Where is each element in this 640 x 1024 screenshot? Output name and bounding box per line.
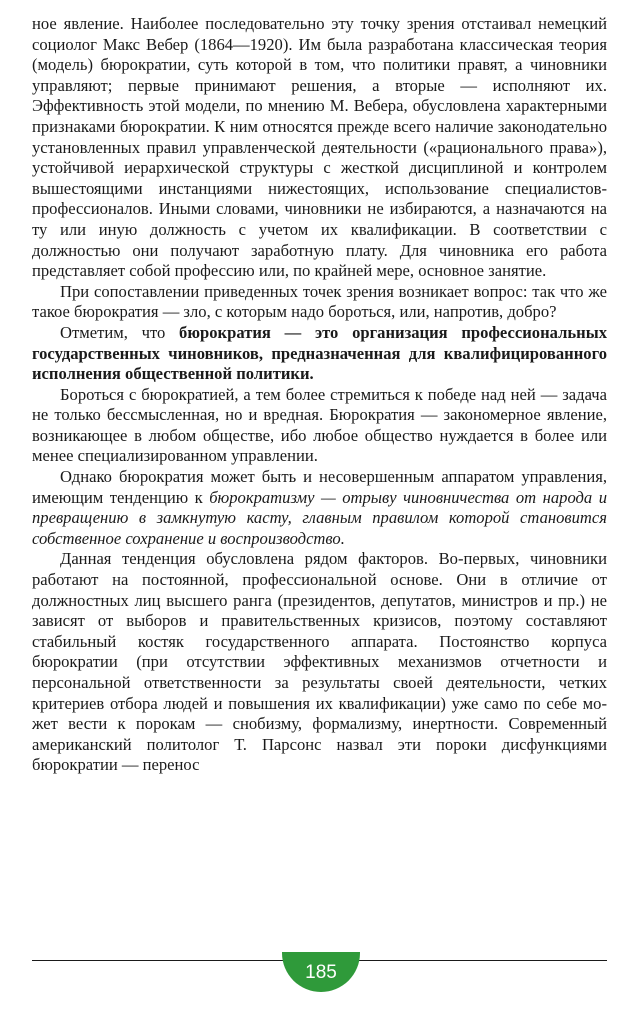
definition-lead: Отметим, что	[60, 322, 180, 342]
paragraph-bureaucratism	[32, 467, 607, 549]
paragraph-weber-theory: ное явление. Наиболее последовательно эту точку зрения отстаивал немецкий социолог Макс Вебер (1864—1920). Им была разработана классическая теория (модель) бюрократии, суть которой в том, что политики правят, а чиновники управляют; первые принимают решения, а вторые — исполняют их. Эффективность этой модели, по мнению М. Вебера, обусловлена характерными признаками бюрократии. К ним относятся прежде всего наличие законодательно установленных правил управленческой деятельности («рационального права»), устойчивой иерархической структуры с жесткой дисциплиной и контролем вышестоящими инстанциями нижестоящих, использование специалистов-профессионалов. Иными словами, чиновники не избираются, а назначаются на ту или иную должность с учетом их квалификации. В соответствии с должностью они получают заработную плату. Для чиновника его работа представляет собой профессию или, по крайней мере, основное занятие.	[32, 14, 607, 281]
page-body	[32, 14, 607, 776]
page-number: 185	[305, 962, 337, 983]
paragraph-factors: Данная тенденция обусловлена рядом факторов. Во-первых, чиновники работают на постоянной, профессиональной основе. Они в отличие от должностных лиц высшего ранга (президентов, депутатов, министров и пр.) не зависят от выборов и правительственных кризисов, поэтому составляют стабильный костяк государственного аппарата. Постоянство корпуса бюрократии (при отсутствии эффективных механизмов отчетности и персональной ответственности за результаты своей деятельности, четких критериев отбора людей и повышения их квалификации) уже само по себе может вести к порокам — снобизму, формализму, инертности. Современный американский политолог Т. Парсонс назвал эти пороки дисфункциями бюрократии — перенос	[32, 549, 607, 775]
definition-bold: бюрократия — это организация профессиональных государственных чиновников, предназначенная для квалифицированного исполнения общественной политики.	[32, 322, 607, 384]
bureaucratism-lead: Однако бюрократия может быть и несовершенным аппаратом управления, имеющим тенденцию к	[32, 467, 607, 507]
bureaucratism-italic: бюрократизму — отрыву чиновничества от народа и превращению в замкнутую касту, главным правилом которой становится собственное сохранение и воспроизводство.	[32, 487, 608, 548]
paragraph-definition	[32, 323, 607, 385]
paragraph-fight: Бороться с бюрократией, а тем более стремиться к победе над ней — задача не только бессмысленная, но и вредная. Бюрократия — закономерное явление, возникающее в любом обществе, ибо любое общество нуждается в более или менее специализированном управлении.	[32, 384, 607, 466]
paragraph-question: При сопоставлении приведенных точек зрения возникает вопрос: так что же такое бюрократия — зло, с которым надо бороться, или, напротив, добро?	[32, 281, 607, 322]
page-number-badge	[282, 952, 360, 992]
